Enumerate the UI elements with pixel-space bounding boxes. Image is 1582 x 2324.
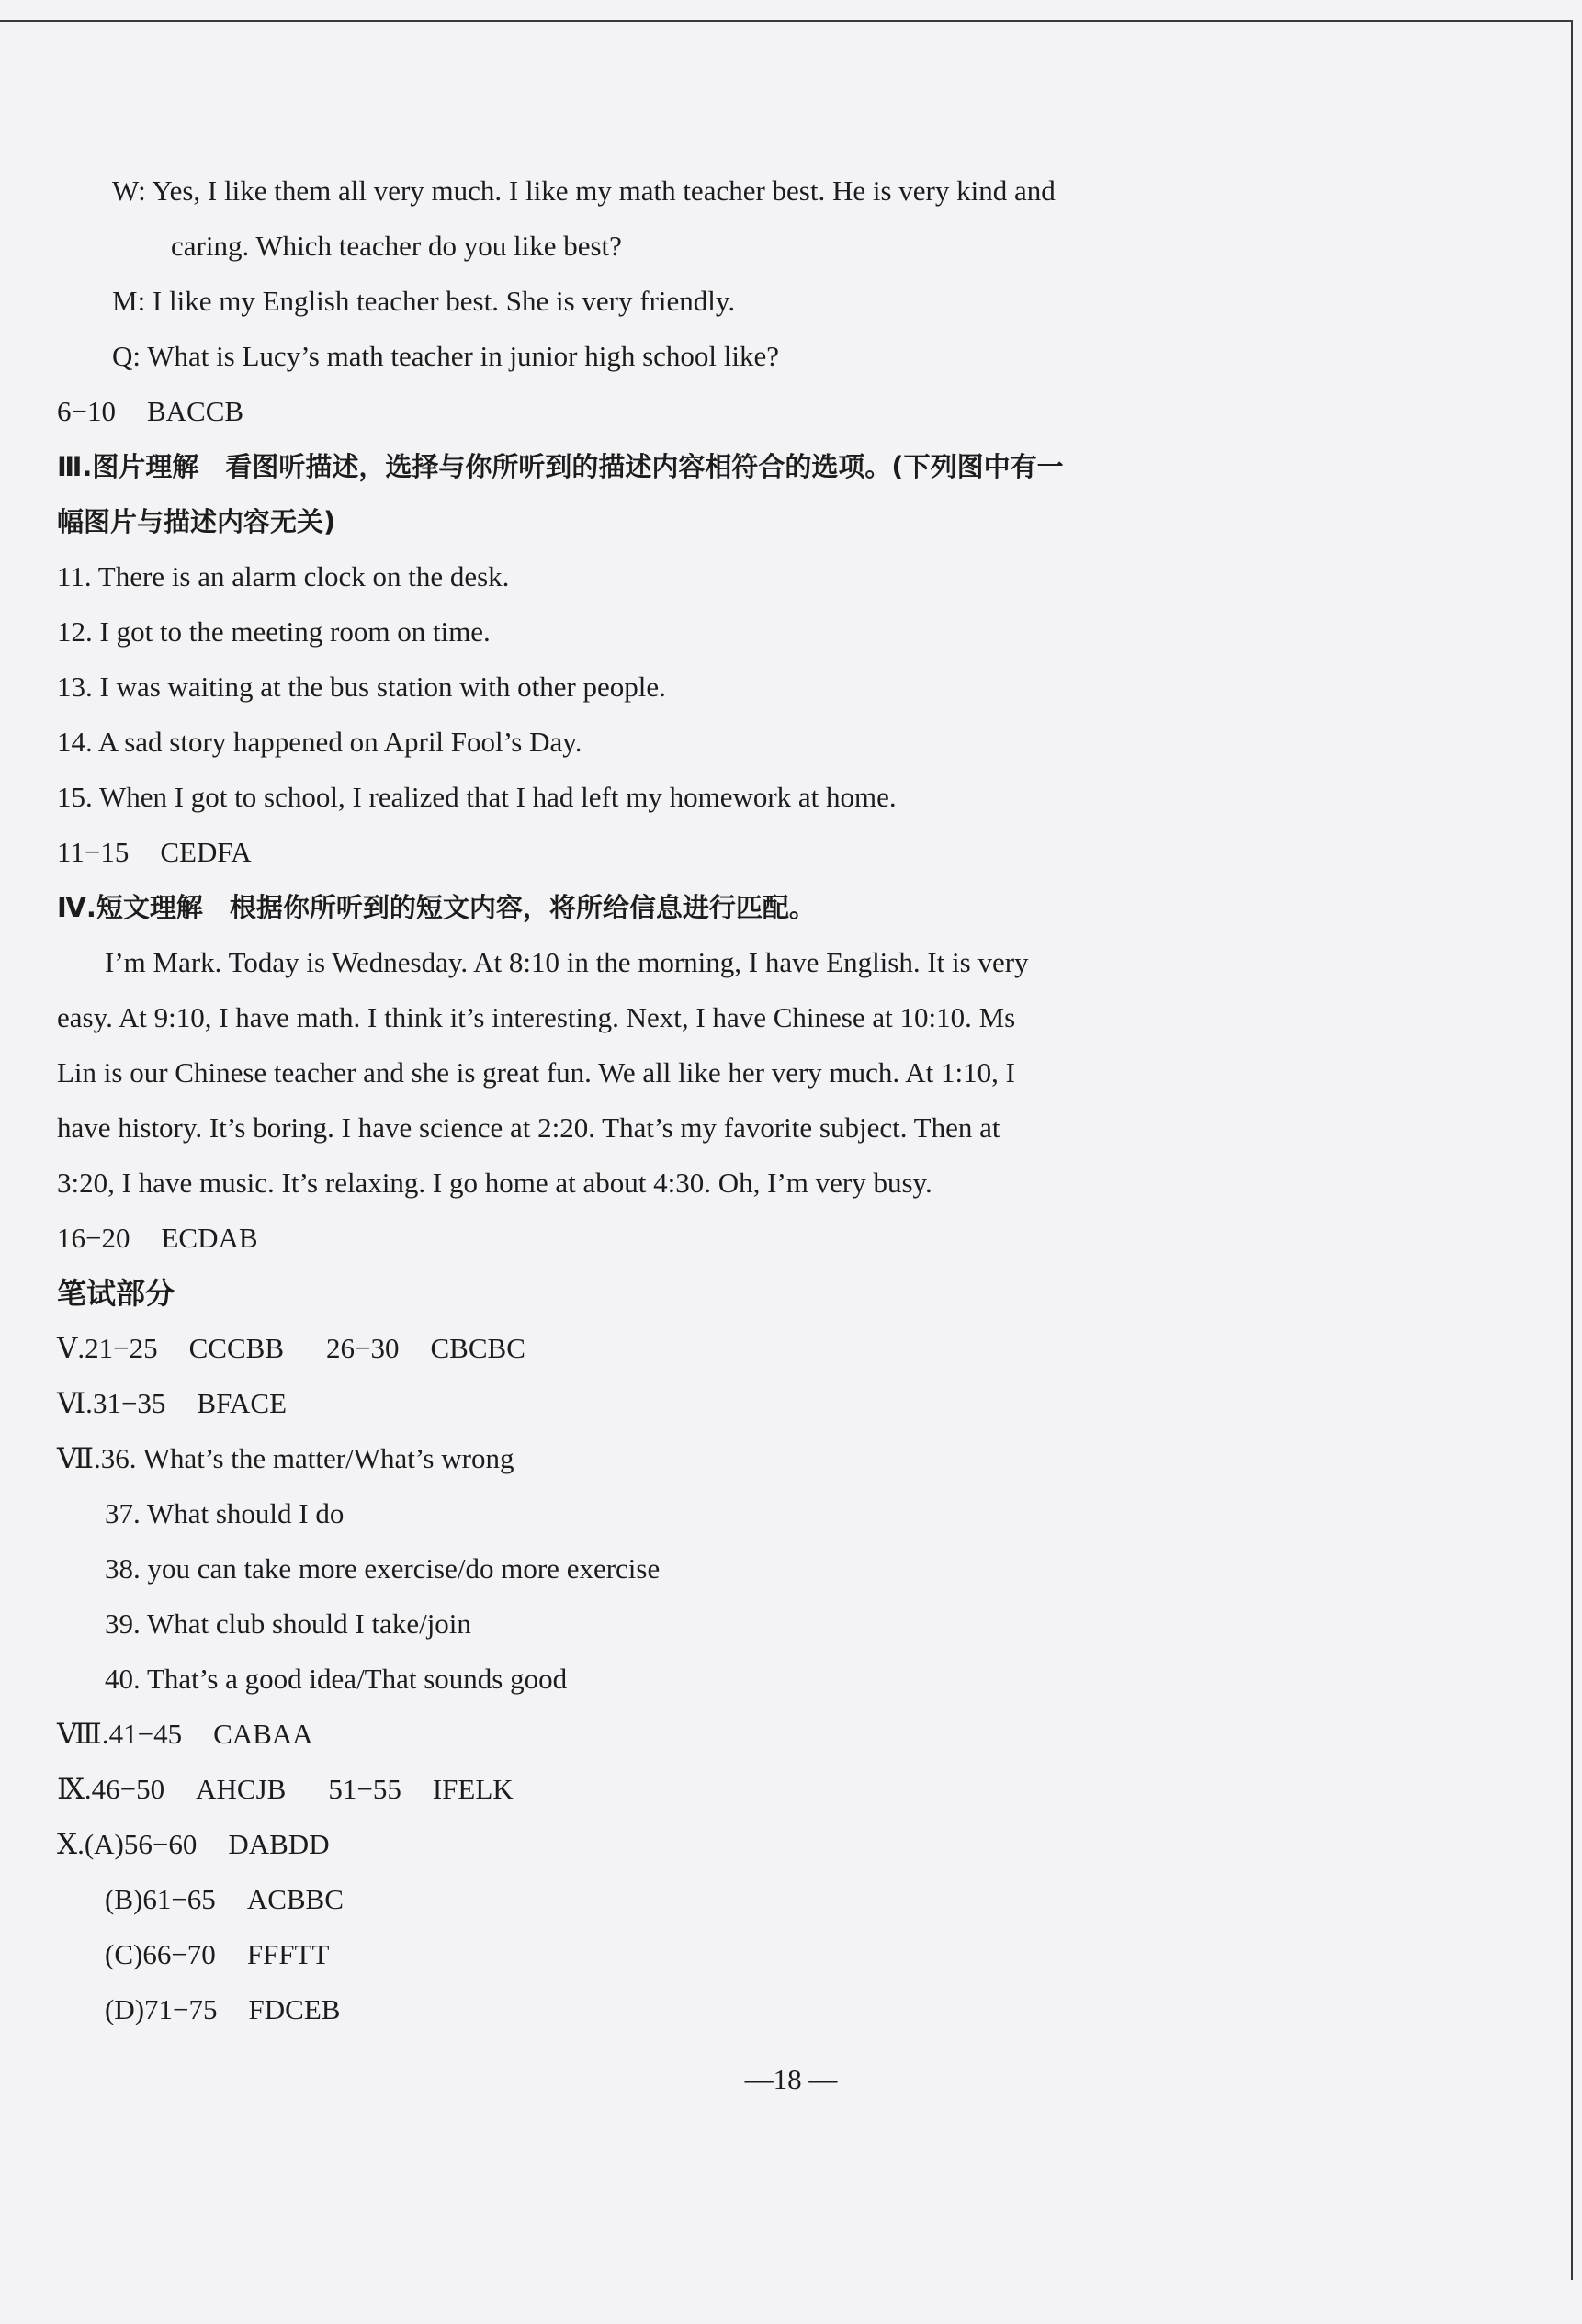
passage-line: I’m Mark. Today is Wednesday. At 8:10 in the morning, I have English. It is very bbox=[105, 946, 1029, 978]
answer-row bbox=[57, 1321, 1343, 1376]
answer-value: AHCJB bbox=[196, 1773, 287, 1805]
answer-range: 31−35 bbox=[92, 1387, 166, 1419]
sentence-answer: 38. you can take more exercise/do more exercise bbox=[105, 1552, 661, 1585]
section-number: Ⅹ. bbox=[57, 1828, 85, 1860]
answer-row bbox=[57, 1376, 1343, 1431]
sentence-answer: 39. What club should I take/join bbox=[105, 1608, 471, 1640]
passage-line: 3:20, I have music. It’s relaxing. I go home at about 4:30. Oh, I’m very busy. bbox=[57, 1167, 932, 1199]
answer-value: DABDD bbox=[228, 1828, 330, 1860]
answer-range: 21−25 bbox=[85, 1332, 158, 1364]
sentence-answer: 40. That’s a good idea/That sounds good bbox=[105, 1663, 568, 1695]
answer-value: CEDFA bbox=[160, 836, 252, 868]
sentence-answer: 37. What should I do bbox=[105, 1497, 345, 1529]
answer-range: (C)66−70 bbox=[105, 1938, 216, 1970]
answer-row bbox=[57, 1707, 1343, 1762]
dialogue-line: Q: What is Lucy’s math teacher in junior high school like? bbox=[112, 340, 780, 372]
answer-row bbox=[57, 1762, 1343, 1817]
answer-range: (A)56−60 bbox=[84, 1828, 198, 1860]
answer-value: FDCEB bbox=[248, 1993, 341, 2025]
section-title: Ⅲ.图片理解 看图听描述，选择与你所听到的描述内容相符合的选项。(下列图中有一 bbox=[57, 451, 1064, 482]
section-title-cont: 幅图片与描述内容无关) bbox=[57, 506, 336, 537]
passage-line: have history. It’s boring. I have science at 2:20. That’s my favorite subject. Then at bbox=[57, 1111, 1000, 1144]
answer-row bbox=[57, 1817, 1343, 1872]
section-number: Ⅸ. bbox=[57, 1773, 92, 1805]
answer-key-content bbox=[57, 164, 1343, 2037]
answer-row bbox=[57, 1431, 1343, 1486]
page-border-right bbox=[1571, 20, 1573, 2280]
section-title: Ⅳ.短文理解 根据你所听到的短文内容，将所给信息进行匹配。 bbox=[57, 892, 816, 923]
answer-value: CCCBB bbox=[188, 1332, 285, 1364]
listening-item: 12. I got to the meeting room on time. bbox=[57, 615, 491, 648]
answer-range: 6−10 bbox=[57, 395, 116, 427]
answer-range: 46−50 bbox=[91, 1773, 165, 1805]
dialogue-line: W: Yes, I like them all very much. I like my math teacher best. He is very kind and bbox=[112, 175, 1056, 207]
listening-item: 13. I was waiting at the bus station with other people. bbox=[57, 671, 666, 703]
passage-line: Lin is our Chinese teacher and she is great fun. We all like her very much. At 1:10, I bbox=[57, 1056, 1015, 1089]
dialogue-line: caring. Which teacher do you like best? bbox=[171, 230, 622, 262]
answer-value: BFACE bbox=[197, 1387, 288, 1419]
section-number: Ⅵ. bbox=[57, 1387, 93, 1419]
answer-row bbox=[57, 1927, 1343, 1982]
section-number: Ⅷ. bbox=[57, 1718, 109, 1750]
answer-value: IFELK bbox=[432, 1773, 514, 1805]
answer-row bbox=[57, 1982, 1343, 2037]
listening-item: 11. There is an alarm clock on the desk. bbox=[57, 560, 510, 592]
answer-row bbox=[57, 384, 1343, 439]
answer-value: ECDAB bbox=[161, 1222, 258, 1254]
page-border-top bbox=[0, 20, 1573, 22]
page-number: —18 — bbox=[744, 2063, 838, 2095]
answer-row bbox=[57, 1872, 1343, 1927]
answer-value: FFFTT bbox=[246, 1938, 330, 1970]
answer-row bbox=[57, 1211, 1343, 1266]
section-number: Ⅴ. bbox=[57, 1332, 85, 1364]
sentence-answer: 36. What’s the matter/What’s wrong bbox=[100, 1442, 514, 1474]
answer-range: (D)71−75 bbox=[105, 1993, 218, 2025]
listening-item: 15. When I got to school, I realized that I had left my homework at home. bbox=[57, 781, 897, 813]
dialogue-line: M: I like my English teacher best. She is very friendly. bbox=[112, 285, 736, 317]
answer-range: 51−55 bbox=[328, 1773, 401, 1805]
answer-range: 16−20 bbox=[57, 1222, 130, 1254]
answer-value: CBCBC bbox=[430, 1332, 525, 1364]
passage-line: easy. At 9:10, I have math. I think it’s interesting. Next, I have Chinese at 10:10. Ms bbox=[57, 1001, 1016, 1033]
answer-value: CABAA bbox=[213, 1718, 313, 1750]
answer-range: (B)61−65 bbox=[105, 1883, 216, 1915]
section-number: Ⅶ. bbox=[57, 1442, 101, 1474]
answer-range: 11−15 bbox=[57, 836, 130, 868]
listening-item: 14. A sad story happened on April Fool’s Day. bbox=[57, 726, 582, 758]
written-heading: 笔试部分 bbox=[57, 1276, 175, 1311]
answer-value: BACCB bbox=[146, 395, 244, 427]
answer-range: 41−45 bbox=[108, 1718, 183, 1750]
answer-row bbox=[57, 825, 1343, 880]
answer-range: 26−30 bbox=[326, 1332, 400, 1364]
answer-value: ACBBC bbox=[246, 1883, 344, 1915]
